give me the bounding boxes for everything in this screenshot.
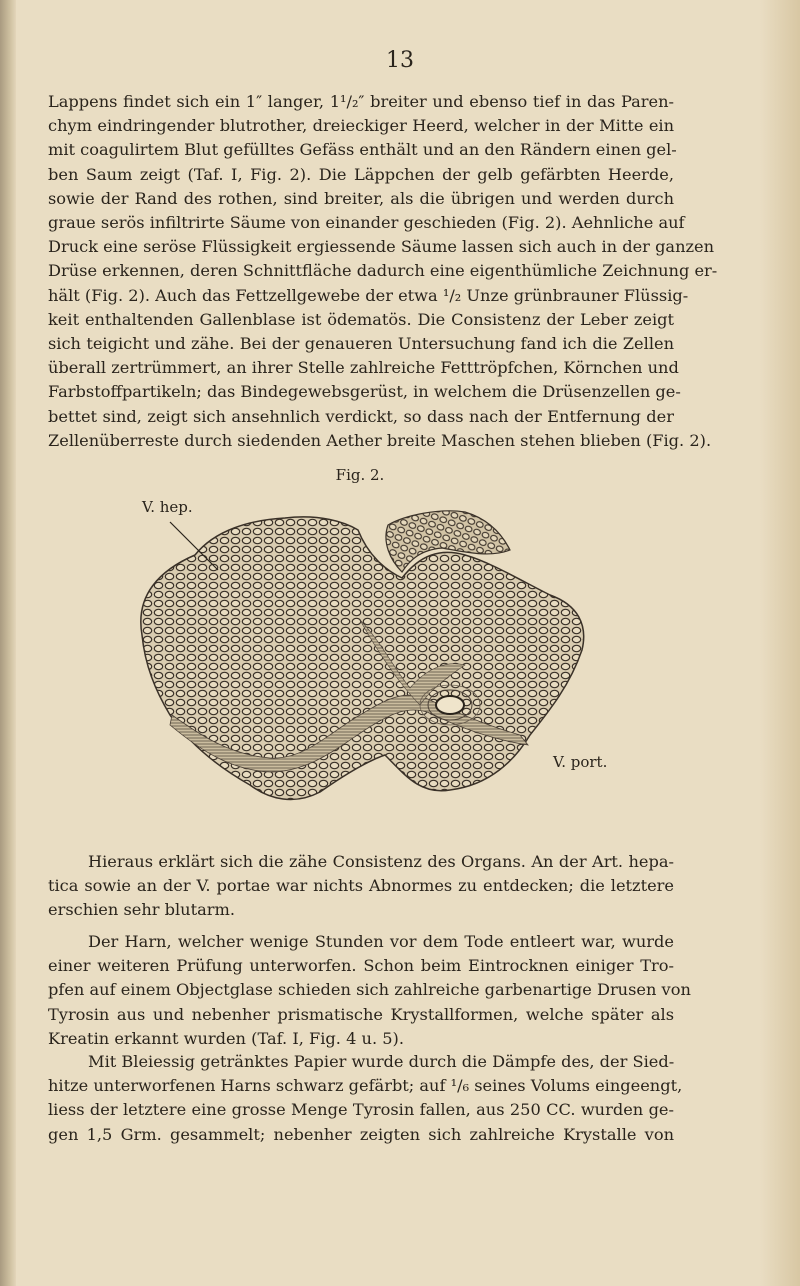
portal-vein-lumen — [436, 696, 464, 714]
paragraph-lappen — [48, 90, 718, 453]
text-line: Mit Bleiessig getränktes Papier wurde durch die Dämpfe des, der Sied- — [88, 1052, 675, 1071]
text-line: gen 1,5 Grm. gesammelt; nebenher zeigten sich zahlreiche Krystalle von — [48, 1124, 674, 1144]
label-v-hep: V. hep. — [142, 498, 193, 516]
text-line: Drüse erkennen, deren Schnittfläche dadurch eine eigenthümliche Zeichnung er- — [48, 261, 718, 281]
text-line: Hieraus erklärt sich die zähe Consistenz des Organs. An der Art. hepa- — [88, 852, 674, 871]
page-number: 13 — [386, 48, 414, 73]
text-line: hitze unterworfenen Harns schwarz gefärbt; auf ¹/₆ seines Volums eingeengt, — [48, 1076, 683, 1096]
page-edge-tint — [760, 0, 800, 1286]
text-line: sowie der Rand des rothen, sind breiter, als die übrigen und werden durch — [48, 188, 674, 208]
text-line: Druck eine seröse Flüssigkeit ergiessende Säume lassen sich auch in der ganzen — [48, 237, 715, 257]
text-line: Kreatin erkannt wurden (Taf. I, Fig. 4 u. 5). — [48, 1028, 405, 1048]
text-line: liess der letztere eine grosse Menge Tyrosin fallen, aus 250 CC. wurden ge- — [48, 1100, 674, 1120]
text-line: bettet sind, zeigt sich ansehnlich verdickt, so dass nach der Entfernung der — [48, 406, 674, 426]
text-line: hält (Fig. 2). Auch das Fettzellgewebe der etwa ¹/₂ Unze grünbrauner Flüssig- — [48, 285, 689, 305]
text-line: tica sowie an der V. portae war nichts Abnormes zu entdecken; die letztere — [48, 876, 674, 896]
text-line: keit enthaltenden Gallenblase ist ödematös. Die Consistenz der Leber zeigt — [48, 309, 674, 329]
text-line: überall zertrümmert, an ihrer Stelle zahlreiche Fetttröpfchen, Körnchen und — [48, 358, 679, 378]
text-line: ben Saum zeigt (Taf. I, Fig. 2). Die Läppchen der gelb gefärbten Heerde, — [48, 164, 674, 184]
text-line: Farbstoffpartikeln; das Bindegewebsgerüst, in welchem die Drüsenzellen ge- — [48, 382, 681, 402]
page-edge-shadow — [0, 0, 16, 1286]
text-line: Zellenüberreste durch siedenden Aether breite Maschen stehen blieben (Fig. 2). — [48, 430, 712, 450]
paragraph-harn — [48, 930, 691, 1051]
text-line: erschien sehr blutarm. — [48, 900, 235, 920]
text-line: Der Harn, welcher wenige Stunden vor dem Tode entleert war, wurde — [88, 932, 674, 951]
text-line: Lappens findet sich ein 1″ langer, 1¹/₂″ breiter und ebenso tief in das Paren- — [48, 92, 674, 111]
text-line: sich teigicht und zähe. Bei der genaueren Untersuchung fand ich die Zellen — [48, 334, 674, 354]
text-line: mit coagulirtem Blut gefülltes Gefäss enthält und an den Rändern einen gel- — [48, 140, 677, 160]
paragraph-bleiessig — [48, 1050, 683, 1147]
text-line: einer weiteren Prüfung unterworfen. Schon beim Eintrocknen einiger Tro- — [48, 956, 674, 976]
liver-section-figure — [120, 500, 610, 810]
paragraph-consistenz — [48, 850, 674, 923]
text-line: chym eindringender blutrother, dreieckiger Heerd, welcher in der Mitte ein — [48, 116, 674, 136]
label-v-port: V. port. — [553, 753, 608, 771]
text-line: Tyrosin aus und nebenher prismatische Krystallformen, welche später als — [48, 1004, 674, 1024]
text-line: pfen auf einem Objectglase schieden sich zahlreiche garbenartige Drusen von — [48, 980, 691, 1000]
figure-caption: Fig. 2. — [335, 466, 385, 484]
text-line: graue serös infiltrirte Säume von einander geschieden (Fig. 2). Aehnliche auf — [48, 213, 685, 233]
